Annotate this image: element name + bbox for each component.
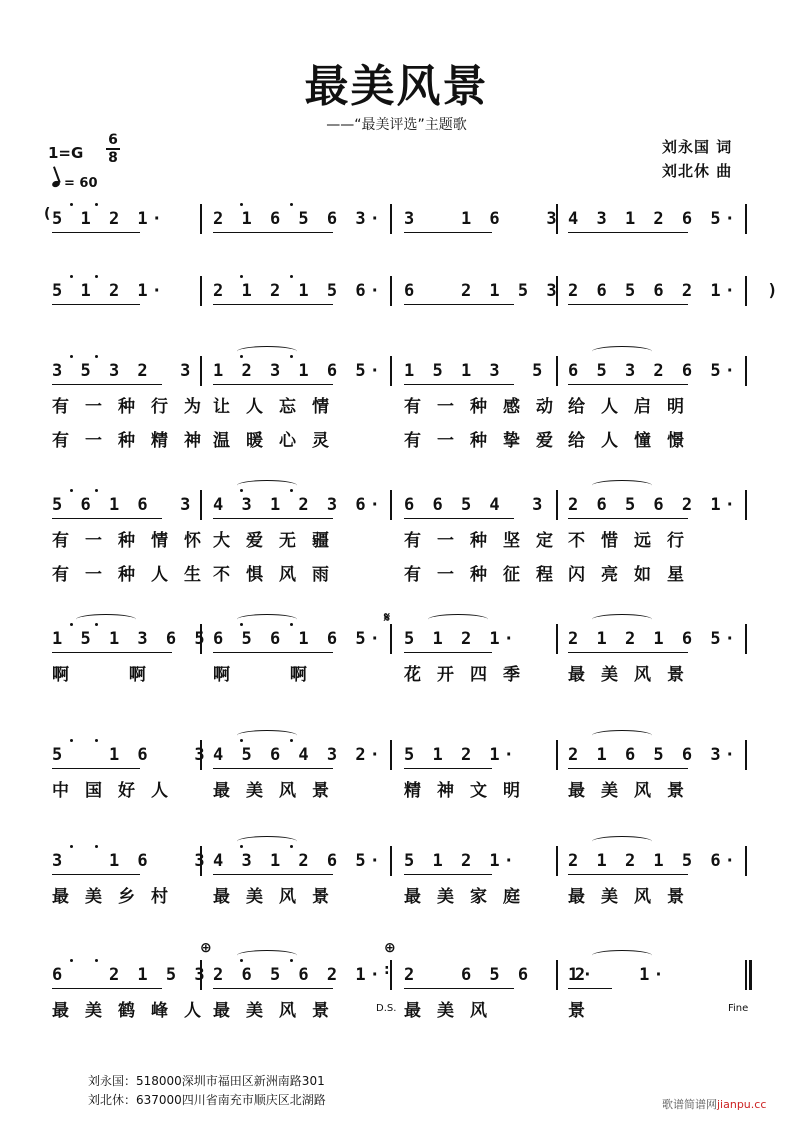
slur	[237, 346, 297, 357]
octave-dot	[95, 489, 98, 492]
measure-notes: 4 3 1 2 3 6·	[213, 495, 384, 515]
lyric-verse-2: 温暖心灵	[213, 431, 345, 451]
footer-line-2: 刘北休：637000四川省南充市顺庆区北湖路	[88, 1093, 326, 1107]
barline	[745, 356, 747, 386]
beam-underline	[213, 874, 333, 875]
measure-notes: 3 1 6 3	[52, 851, 209, 871]
octave-dot	[95, 203, 98, 206]
repeat-sign: :	[384, 962, 390, 978]
octave-dot	[95, 845, 98, 848]
barline	[390, 204, 392, 234]
octave-dot	[70, 489, 73, 492]
octave-dot	[70, 623, 73, 626]
slur	[592, 836, 652, 847]
lyric-verse-1: 花开四季	[404, 665, 536, 685]
octave-dot	[290, 959, 293, 962]
lyric-verse-1: 大爱无疆	[213, 531, 345, 551]
lyric-verse-1: 让人忘情	[213, 397, 345, 417]
beam-underline	[404, 874, 492, 875]
beam-underline	[568, 874, 688, 875]
measure-notes: 2 1 6 5 6 3·	[568, 745, 739, 765]
measure-notes: 1 2 3 1 6 5·	[213, 361, 384, 381]
octave-dot	[290, 623, 293, 626]
final-barline	[749, 960, 752, 990]
lyric-verse-1: 最美家庭	[404, 887, 536, 907]
song-subtitle: ——“最美评选”主题歌	[326, 117, 467, 133]
barline	[745, 846, 747, 876]
measure-notes: 1 5 1 3 6 5	[52, 629, 209, 649]
measure-notes: 5 1 2 1·	[52, 281, 166, 301]
lyric-verse-1: 不惜远行	[568, 531, 700, 551]
lyric-verse-2: 不惧风雨	[213, 565, 345, 585]
time-signature-top: 6	[108, 132, 118, 148]
barline	[200, 356, 202, 386]
octave-dot	[240, 739, 243, 742]
octave-dot	[95, 355, 98, 358]
beam-underline	[52, 518, 162, 519]
measure-notes: 2 1 6 5 6 3·	[213, 209, 384, 229]
measure-notes: 6 5 3 2 6 5·	[568, 361, 739, 381]
barline	[200, 204, 202, 234]
beam-underline	[213, 232, 333, 233]
beam-underline	[568, 384, 688, 385]
coda-icon-1: ⊕	[200, 940, 212, 956]
octave-dot	[290, 845, 293, 848]
beam-underline	[52, 232, 140, 233]
beam-underline	[52, 874, 140, 875]
open-paren: (	[44, 206, 51, 222]
beam-underline	[404, 232, 492, 233]
barline	[200, 276, 202, 306]
beam-underline	[213, 768, 333, 769]
coda-icon-2: ⊕	[384, 940, 396, 956]
measure-notes: 6 2 1 5 3	[52, 965, 209, 985]
slur	[592, 730, 652, 741]
key-signature: 1=G	[48, 144, 84, 162]
lyricist-credit: 刘永国 词	[662, 138, 733, 156]
measure-notes: 2 6 5 6 2	[404, 965, 590, 985]
lyric-verse-1: 最美乡村	[52, 887, 184, 907]
barline	[390, 490, 392, 520]
footer-contacts	[88, 1072, 326, 1110]
barline	[745, 624, 747, 654]
octave-dot	[95, 959, 98, 962]
beam-underline	[213, 384, 333, 385]
beam-underline	[52, 304, 140, 305]
barline	[390, 846, 392, 876]
footer-line-1: 刘永国：518000深圳市福田区新洲南路301	[88, 1074, 325, 1088]
measure-notes: 2 1 2 1 5 6·	[568, 851, 739, 871]
beam-underline	[404, 988, 514, 989]
barline	[745, 490, 747, 520]
lyric-verse-1: 最美风景	[213, 1001, 345, 1021]
slur	[237, 480, 297, 491]
watermark-domain: jianpu.cc	[717, 1098, 767, 1111]
stave-row	[0, 960, 793, 1070]
lyric-verse-1: 啊 啊	[213, 665, 323, 685]
beam-underline	[568, 988, 612, 989]
slur	[76, 614, 136, 625]
tempo-marking	[52, 176, 98, 191]
barline	[556, 356, 558, 386]
lyric-verse-1: 啊 啊	[52, 665, 162, 685]
barline	[745, 740, 747, 770]
beam-underline	[213, 304, 333, 305]
barline	[390, 356, 392, 386]
lyric-verse-2: 有一种征程	[404, 565, 569, 585]
lyric-verse-1: 有一种情怀	[52, 531, 217, 551]
slur	[592, 480, 652, 491]
ds-marking: D.S.	[376, 1003, 397, 1014]
tempo-value: = 60	[64, 176, 98, 191]
octave-dot	[70, 275, 73, 278]
octave-dot	[240, 355, 243, 358]
lyric-verse-2: 闪亮如星	[568, 565, 700, 585]
measure-notes: 5 1 6 3	[52, 745, 209, 765]
lyric-verse-1: 有一种行为	[52, 397, 217, 417]
measure-notes: 3 5 3 2 3	[52, 361, 195, 381]
barline	[745, 204, 747, 234]
slur	[592, 346, 652, 357]
beam-underline	[52, 768, 140, 769]
stave-row	[0, 846, 793, 956]
lyric-verse-1: 最美风景	[568, 781, 700, 801]
song-title: 最美风景	[304, 61, 489, 112]
barline	[556, 490, 558, 520]
measure-notes: 1 5 1 3 5	[404, 361, 547, 381]
slur	[237, 950, 297, 961]
lyric-verse-2: 有一种挚爱	[404, 431, 569, 451]
measure-notes: 2 1 2 1 5 6·	[213, 281, 384, 301]
slur	[237, 730, 297, 741]
octave-dot	[290, 489, 293, 492]
measure-notes: 1· 1·	[568, 965, 668, 985]
octave-dot	[240, 275, 243, 278]
beam-underline	[52, 652, 172, 653]
beam-underline	[404, 652, 492, 653]
barline	[556, 846, 558, 876]
slur	[428, 614, 488, 625]
stave-row	[0, 490, 793, 600]
octave-dot	[240, 623, 243, 626]
lyric-verse-1: 中国好人	[52, 781, 184, 801]
measure-notes: 2 6 5 6 2 1·	[568, 495, 739, 515]
composer-credit: 刘北休 曲	[662, 162, 733, 180]
slur	[592, 950, 652, 961]
lyric-verse-2: 给人憧憬	[568, 431, 700, 451]
slur	[237, 614, 297, 625]
measure-notes: 4 5 6 4 3 2·	[213, 745, 384, 765]
measure-notes: 5 1 2 1·	[52, 209, 166, 229]
beam-underline	[213, 988, 333, 989]
octave-dot	[70, 203, 73, 206]
beam-underline	[568, 768, 688, 769]
measure-notes: 2 6 5 6 2 1· )	[568, 281, 782, 301]
lyric-verse-1: 最美风景	[568, 887, 700, 907]
lyric-verse-1: 有一种坚定	[404, 531, 569, 551]
measure-notes: 2 1 2 1 6 5·	[568, 629, 739, 649]
watermark	[662, 1096, 766, 1112]
lyric-verse-1: 最美风	[404, 1001, 503, 1021]
quarter-note-icon	[51, 180, 61, 188]
octave-dot	[290, 203, 293, 206]
beam-underline	[52, 384, 162, 385]
octave-dot	[70, 959, 73, 962]
slur	[592, 614, 652, 625]
beam-underline	[404, 768, 492, 769]
measure-notes: 3 1 6 3	[404, 209, 561, 229]
barline	[390, 276, 392, 306]
octave-dot	[240, 489, 243, 492]
octave-dot	[70, 739, 73, 742]
lyric-verse-1: 精神文明	[404, 781, 536, 801]
barline	[390, 624, 392, 654]
beam-underline	[213, 518, 333, 519]
fine-marking: Fine	[728, 1003, 749, 1014]
octave-dot	[240, 203, 243, 206]
barline	[200, 490, 202, 520]
beam-underline	[568, 232, 688, 233]
lyric-verse-1: 给人启明	[568, 397, 700, 417]
measure-notes: 5 1 2 1·	[404, 851, 518, 871]
barline	[390, 740, 392, 770]
octave-dot	[95, 275, 98, 278]
measure-notes: 4 3 1 2 6 5·	[568, 209, 739, 229]
octave-dot	[95, 623, 98, 626]
measure-notes: 6 5 6 1 6 5·	[213, 629, 384, 649]
time-signature-bottom: 8	[108, 150, 118, 166]
segno-icon: 𝄋	[384, 610, 391, 626]
octave-dot	[70, 355, 73, 358]
measure-notes: 5 1 2 1·	[404, 629, 518, 649]
beam-underline	[568, 652, 688, 653]
stave-row	[0, 356, 793, 466]
beam-underline	[52, 988, 162, 989]
measure-notes: 5 1 2 1·	[404, 745, 518, 765]
barline	[556, 624, 558, 654]
measure-notes: 2 6 5 6 2 1·	[213, 965, 384, 985]
beam-underline	[568, 518, 688, 519]
slur	[237, 836, 297, 847]
stave-row	[0, 624, 793, 734]
measure-notes: 6 6 5 4 3	[404, 495, 547, 515]
lyric-verse-1: 最美风景	[213, 781, 345, 801]
measure-notes: 5 6 1 6 3	[52, 495, 195, 515]
lyric-verse-1: 最美风景	[568, 665, 700, 685]
octave-dot	[290, 739, 293, 742]
lyric-verse-2: 有一种人生	[52, 565, 217, 585]
lyric-verse-1: 景	[568, 1001, 601, 1021]
beam-underline	[404, 384, 514, 385]
measure-notes: 4 3 1 2 6 5·	[213, 851, 384, 871]
octave-dot	[290, 355, 293, 358]
octave-dot	[290, 275, 293, 278]
beam-underline	[404, 518, 514, 519]
beam-underline	[404, 304, 514, 305]
lyric-verse-1: 最美风景	[213, 887, 345, 907]
stave-row	[0, 740, 793, 850]
octave-dot	[240, 959, 243, 962]
barline	[390, 960, 392, 990]
beam-underline	[568, 304, 688, 305]
lyric-verse-1: 最美鹤峰人	[52, 1001, 217, 1021]
lyric-verse-1: 有一种感动	[404, 397, 569, 417]
barline	[556, 740, 558, 770]
octave-dot	[70, 845, 73, 848]
octave-dot	[95, 739, 98, 742]
lyric-verse-2: 有一种精神	[52, 431, 217, 451]
barline	[745, 960, 747, 990]
beam-underline	[213, 652, 333, 653]
octave-dot	[240, 845, 243, 848]
measure-notes: 6 2 1 5 3	[404, 281, 561, 301]
watermark-text: 歌谱简谱网	[662, 1098, 717, 1111]
